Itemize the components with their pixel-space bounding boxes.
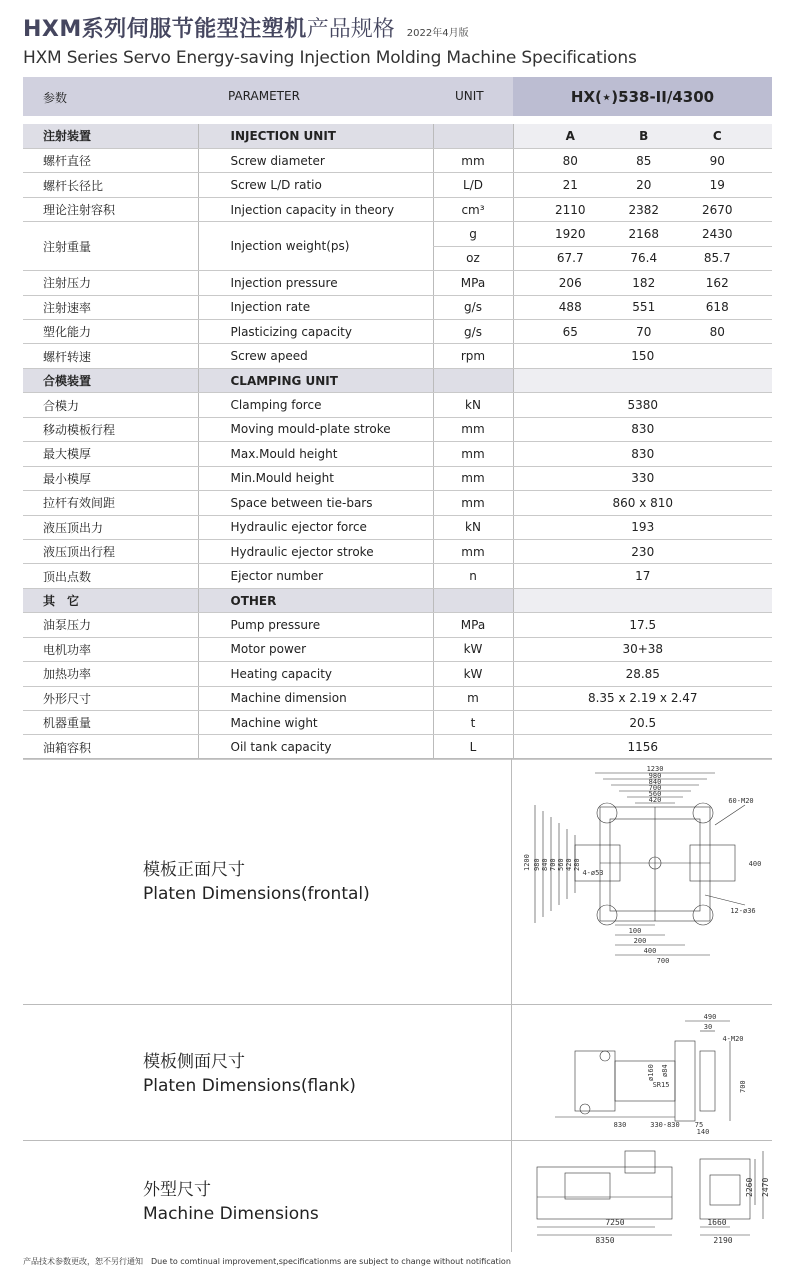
header-col-cn: 参数 (43, 91, 68, 105)
section-cn: 其 它 (23, 588, 198, 612)
frontal-dim-b400: 400 (643, 947, 657, 955)
param-value: 860 x 810 (514, 491, 773, 515)
section-cn: 注射装置 (23, 124, 198, 148)
param-value: 330 (514, 466, 773, 490)
frontal-dim-b100: 100 (628, 927, 642, 935)
param-cn: 外形尺寸 (23, 686, 198, 710)
param-unit: cm³ (433, 197, 513, 221)
table-header (23, 77, 772, 116)
param-values-1: 182 (632, 275, 656, 290)
frontal-dim-840: 840 (648, 778, 662, 786)
table-row (23, 344, 772, 368)
param-value: 830 (514, 442, 773, 466)
param-value: 17 (514, 564, 773, 588)
divider (511, 1141, 512, 1252)
param-cn: 拉杆有效间距 (23, 491, 198, 515)
weight-g-0: 1920 (554, 226, 586, 241)
param-en: Moving mould-plate stroke (198, 417, 433, 441)
param-cn: 油泵压力 (23, 613, 198, 637)
flank-dim-490: 490 (703, 1013, 717, 1021)
param-unit: rpm (433, 344, 513, 368)
header-col-en: PARAMETER (228, 89, 300, 103)
machine-label-cn: 外型尺寸 (143, 1180, 211, 1200)
param-cn: 移动模板行程 (23, 417, 198, 441)
drawings-panel (23, 758, 772, 1251)
machine-label-en: Machine Dimensions (143, 1204, 319, 1224)
frontal-dim-l980: 980 (533, 858, 541, 871)
weight-oz-1: 76.4 (630, 251, 658, 266)
param-values-0: 65 (562, 324, 578, 339)
param-en: Screw diameter (198, 148, 433, 172)
table-row (23, 564, 772, 588)
param-values-2: 19 (709, 178, 725, 193)
param-cn: 理论注射容积 (23, 197, 198, 221)
param-cn: 最大模厚 (23, 442, 198, 466)
table-row (23, 735, 772, 759)
param-values (514, 320, 773, 344)
machine-dim-8350: 8350 (595, 1236, 615, 1245)
flank-dim-700: 700 (739, 1080, 747, 1093)
param-value: 150 (514, 344, 773, 368)
param-values-0: 488 (558, 300, 582, 315)
param-en: Injection capacity in theory (198, 197, 433, 221)
param-unit: mm (433, 148, 513, 172)
param-cn: 液压顶出行程 (23, 539, 198, 563)
param-value: 30+38 (514, 637, 773, 661)
param-unit: g/s (433, 320, 513, 344)
param-unit: L (433, 735, 513, 759)
flank-note-sr15: SR15 (652, 1081, 670, 1089)
table-row (23, 417, 772, 441)
screw-type-2: C (712, 128, 722, 143)
footnote: 产品技术参数更改，恕不另行通知 Due to comtinual improvement,specificationms are subject to change without notification (23, 1257, 511, 1266)
section-unit (433, 124, 513, 148)
param-en: Space between tie-bars (198, 491, 433, 515)
table-row (23, 711, 772, 735)
table-row (23, 515, 772, 539)
param-en: Screw apeed (198, 344, 433, 368)
param-en: Injection rate (198, 295, 433, 319)
screw-type-1: B (639, 128, 649, 143)
machine-dim-2190: 2190 (713, 1236, 733, 1245)
frontal-label-en: Platen Dimensions(frontal) (143, 884, 370, 904)
param-unit: mm (433, 442, 513, 466)
param-values (514, 295, 773, 319)
section-en: CLAMPING UNIT (198, 368, 433, 392)
param-values (514, 271, 773, 295)
frontal-dim-l1200: 1200 (523, 854, 531, 871)
param-cn: 塑化能力 (23, 320, 198, 344)
frontal-dim-1230: 1230 (646, 765, 664, 773)
flank-label-cn: 模板侧面尺寸 (143, 1052, 245, 1072)
param-value: 830 (514, 417, 773, 441)
flank-dim-84: ø84 (661, 1064, 669, 1077)
table-row (23, 613, 772, 637)
frontal-dim-980: 980 (648, 772, 662, 780)
frontal-dim-560: 560 (648, 790, 662, 798)
param-unit: MPa (433, 271, 513, 295)
param-values-0: 2110 (554, 202, 586, 217)
table-row (23, 662, 772, 686)
table-row (23, 539, 772, 563)
weight-oz-0: 67.7 (556, 251, 584, 266)
param-unit: mm (433, 417, 513, 441)
table-row (23, 686, 772, 710)
param-unit: kW (433, 637, 513, 661)
param-cn: 液压顶出力 (23, 515, 198, 539)
table-row (23, 442, 772, 466)
weight-oz-2: 85.7 (703, 251, 731, 266)
section-clamping (23, 368, 772, 392)
divider (511, 759, 512, 1004)
flank-dim-830: 830 (613, 1121, 627, 1129)
screw-type-0: A (565, 128, 575, 143)
param-value: 20.5 (514, 711, 773, 735)
param-en: Oil tank capacity (198, 735, 433, 759)
param-values-2: 90 (709, 153, 725, 168)
section-unit (433, 368, 513, 392)
param-values-0: 21 (562, 178, 578, 193)
param-values-0: 206 (558, 275, 582, 290)
param-value: 5380 (514, 393, 773, 417)
header-col-unit: UNIT (455, 89, 484, 103)
param-unit: oz (433, 246, 513, 270)
flank-dim-160: ø160 (647, 1064, 655, 1081)
title-main: HXM系列伺服节能型注塑机 (23, 17, 307, 42)
param-cn: 注射重量 (23, 222, 198, 271)
weight-g-2: 2430 (701, 226, 733, 241)
param-values-2: 80 (709, 324, 725, 339)
param-unit: g/s (433, 295, 513, 319)
param-en: Pump pressure (198, 613, 433, 637)
param-en: Injection weight(ps) (198, 222, 433, 271)
table-row (23, 148, 772, 172)
table-row (23, 466, 772, 490)
spec-table (23, 124, 772, 760)
frontal-dim-b700: 700 (656, 957, 670, 965)
frontal-label (143, 858, 370, 906)
table-row (23, 491, 772, 515)
table-row (23, 393, 772, 417)
machine-outline-drawing (515, 1147, 770, 1251)
table-row (23, 173, 772, 197)
table-row (23, 197, 772, 221)
param-value: 17.5 (514, 613, 773, 637)
param-cn: 机器重量 (23, 711, 198, 735)
param-values (514, 197, 773, 221)
param-unit: t (433, 711, 513, 735)
param-en: Ejector number (198, 564, 433, 588)
drawing-row-flank (23, 1005, 772, 1141)
model-name: HX(⋆)538-II/4300 (513, 77, 772, 116)
flank-dim-75: 75 (694, 1121, 704, 1129)
page-title (23, 12, 469, 46)
flank-label (143, 1050, 356, 1098)
title-english: HXM Series Servo Energy-saving Injection Molding Machine Specifications (23, 48, 637, 68)
param-en: Screw L/D ratio (198, 173, 433, 197)
param-cn: 螺杆转速 (23, 344, 198, 368)
frontal-label-cn: 模板正面尺寸 (143, 860, 245, 880)
param-values-2: 618 (705, 300, 729, 315)
frontal-dim-b200: 200 (633, 937, 647, 945)
section-unit (433, 588, 513, 612)
param-values-1: 551 (632, 300, 656, 315)
param-value: 230 (514, 539, 773, 563)
table-row (23, 295, 772, 319)
title-sub: 产品规格 (306, 17, 395, 42)
frontal-dim-l280: 280 (573, 858, 581, 871)
frontal-note-m20: 60-M20 (728, 797, 754, 805)
flank-platen-drawing (515, 1011, 770, 1135)
param-unit: mm (433, 466, 513, 490)
param-unit: n (433, 564, 513, 588)
param-unit: mm (433, 491, 513, 515)
param-en: Hydraulic ejector stroke (198, 539, 433, 563)
param-en: Min.Mould height (198, 466, 433, 490)
frontal-dim-right: 400 (748, 860, 762, 868)
machine-dim-2260: 2260 (745, 1177, 754, 1197)
flank-note-m20: 4-M20 (722, 1035, 744, 1043)
param-value: 193 (514, 515, 773, 539)
frontal-dim-l560: 560 (557, 858, 565, 871)
param-values-1: 85 (636, 153, 652, 168)
table-row (23, 320, 772, 344)
frontal-note-53: 4-ø53 (582, 869, 604, 877)
param-unit: kN (433, 393, 513, 417)
frontal-dim-700: 700 (648, 784, 662, 792)
param-en: Motor power (198, 637, 433, 661)
param-cn: 电机功率 (23, 637, 198, 661)
frontal-platen-drawing (515, 765, 770, 1001)
param-unit: L/D (433, 173, 513, 197)
param-values-2: 162 (705, 275, 729, 290)
weight-g-1: 2168 (628, 226, 660, 241)
param-values-1: 2382 (628, 202, 660, 217)
table-row (23, 222, 772, 246)
param-values-0: 80 (562, 153, 578, 168)
section-en: INJECTION UNIT (198, 124, 433, 148)
weight-g (514, 222, 773, 246)
param-value: 1156 (514, 735, 773, 759)
param-unit: g (433, 222, 513, 246)
machine-dim-7250: 7250 (605, 1218, 625, 1227)
section-val (514, 368, 773, 392)
param-en: Max.Mould height (198, 442, 433, 466)
section-other (23, 588, 772, 612)
param-en: Injection pressure (198, 271, 433, 295)
frontal-dim-l700: 700 (549, 858, 557, 871)
param-en: Machine dimension (198, 686, 433, 710)
weight-oz (514, 246, 773, 270)
flank-dim-30: 30 (703, 1023, 713, 1031)
flank-dim-140: 140 (696, 1128, 710, 1135)
param-unit: kN (433, 515, 513, 539)
param-cn: 油箱容积 (23, 735, 198, 759)
frontal-dim-l420: 420 (565, 858, 573, 871)
machine-label (143, 1178, 319, 1226)
param-en: Clamping force (198, 393, 433, 417)
param-en: Heating capacity (198, 662, 433, 686)
param-cn: 加热功率 (23, 662, 198, 686)
param-unit: kW (433, 662, 513, 686)
machine-dim-2470: 2470 (761, 1177, 770, 1197)
machine-dim-1660: 1660 (707, 1218, 727, 1227)
param-values (514, 173, 773, 197)
param-value: 8.35 x 2.19 x 2.47 (514, 686, 773, 710)
param-values-2: 2670 (701, 202, 733, 217)
param-values-1: 20 (636, 178, 652, 193)
param-values (514, 148, 773, 172)
param-cn: 螺杆直径 (23, 148, 198, 172)
drawing-row-frontal (23, 759, 772, 1005)
param-cn: 注射压力 (23, 271, 198, 295)
edition-date: 2022年4月版 (406, 28, 469, 39)
table-row (23, 271, 772, 295)
frontal-note-36: 12-ø36 (730, 907, 756, 915)
param-en: Machine wight (198, 711, 433, 735)
param-cn: 合模力 (23, 393, 198, 417)
param-unit: m (433, 686, 513, 710)
param-en: Plasticizing capacity (198, 320, 433, 344)
section-val (514, 588, 773, 612)
section-cn: 合模装置 (23, 368, 198, 392)
flank-label-en: Platen Dimensions(flank) (143, 1076, 356, 1096)
param-unit: MPa (433, 613, 513, 637)
param-cn: 注射速率 (23, 295, 198, 319)
drawing-row-machine (23, 1141, 772, 1252)
param-cn: 顶出点数 (23, 564, 198, 588)
frontal-dim-l840: 840 (541, 858, 549, 871)
param-cn: 最小模厚 (23, 466, 198, 490)
param-unit: mm (433, 539, 513, 563)
screw-type (514, 124, 773, 148)
divider (511, 1005, 512, 1140)
param-cn: 螺杆长径比 (23, 173, 198, 197)
flank-dim-330-830: 330-830 (650, 1121, 680, 1129)
param-en: Hydraulic ejector force (198, 515, 433, 539)
param-values-1: 70 (636, 324, 652, 339)
param-value: 28.85 (514, 662, 773, 686)
section-injection (23, 124, 772, 148)
frontal-dim-420: 420 (648, 796, 662, 804)
table-row (23, 637, 772, 661)
section-en: OTHER (198, 588, 433, 612)
